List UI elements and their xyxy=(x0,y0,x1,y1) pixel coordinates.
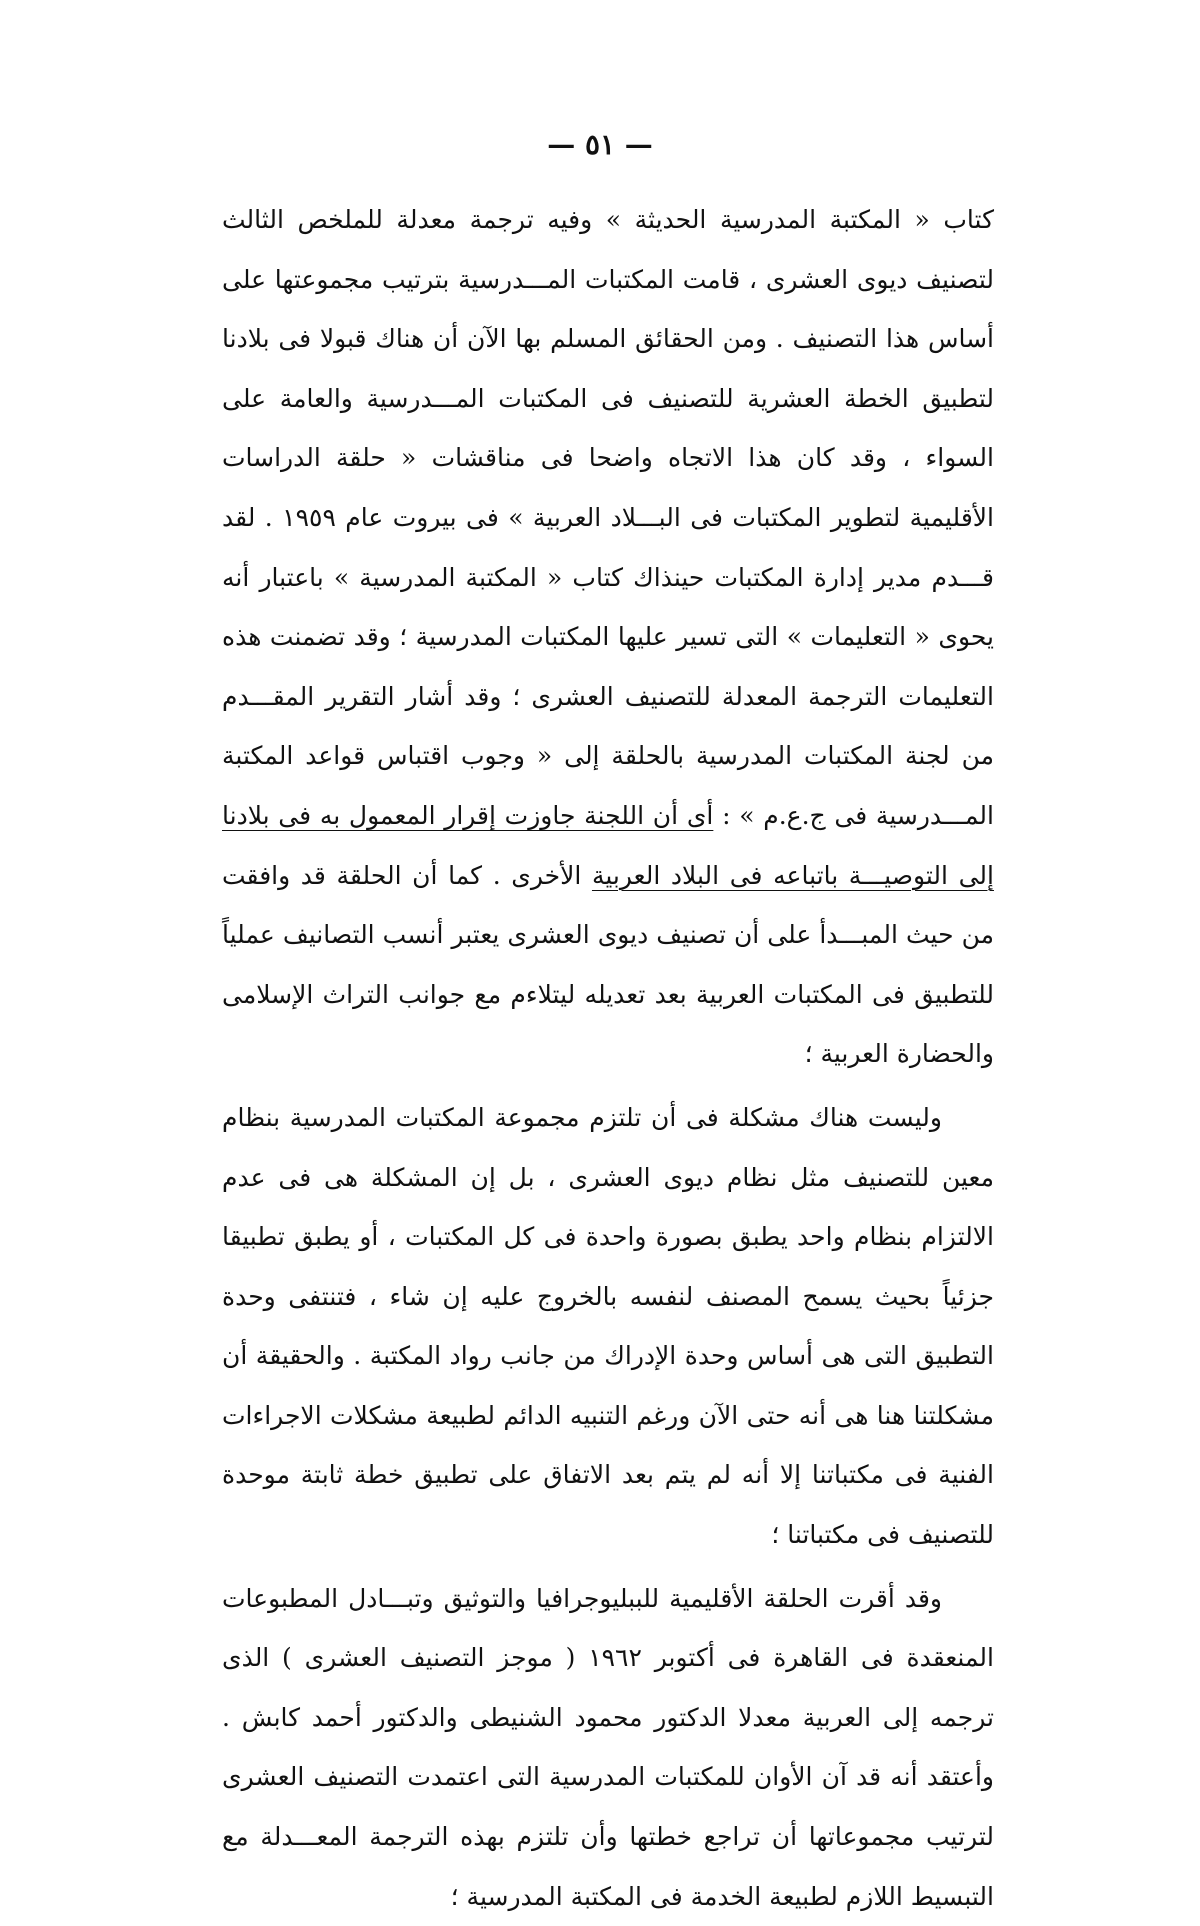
paragraph-text: الأخرى . كما أن الحلقة قد وافقت من حيث المبـــدأ على أن تصنيف ديوى العشرى يعتبر أنسب التصانيف عملياً للتطبيق فى المكتبات العربية بعد تعديله ليتلاءم مع جوانب التراث الإسلامى والحضارة العربية ؛ xyxy=(222,860,994,1069)
paragraph xyxy=(222,1569,994,1926)
body-text xyxy=(222,190,994,1926)
paragraph-text: كتاب « المكتبة المدرسية الحديثة » وفيه ترجمة معدلة للملخص الثالث لتصنيف ديوى العشرى ، قامت المكتبات المـــدرسية بترتيب مجموعتها على أساس هذا التصنيف . ومن الحقائق المسلم بها الآن أن هناك قبولا فى بلادنا لتطبيق الخطة العشرية للتصنيف فى المكتبات المـــدرسية والعامة على السواء ، وقد كان هذا الاتجاه واضحا فى مناقشات « حلقة الدراسات الأقليمية لتطوير المكتبات فى البـــلاد العربية » فى بيروت عام ١٩٥٩ . لقد قـــدم مدير إدارة المكتبات حينذاك كتاب « المكتبة المدرسية » باعتبار أنه يحوى « التعليمات » التى تسير عليها المكتبات المدرسية ؛ وقد تضمنت هذه التعليمات الترجمة المعدلة للتصنيف العشرى ؛ وقد أشار التقرير المقـــدم من لجنة المكتبات المدرسية بالحلقة إلى « وجوب اقتباس قواعد المكتبة المـــدرسية فى ج.ع.م » : xyxy=(222,205,994,830)
paragraph xyxy=(222,1088,994,1565)
page-number: — ٥١ — xyxy=(547,128,653,161)
paragraph-text: وليست هناك مشكلة فى أن تلتزم مجموعة المكتبات المدرسية بنظام معين للتصنيف مثل نظام ديوى العشرى ، بل إن المشكلة هى فى عدم الالتزام بنظام واحد يطبق بصورة واحدة فى كل المكتبات ، أو يطبق تطبيقا جزئياً بحيث يسمح المصنف لنفسه بالخروج عليه إن شاء ، فتنتفى وحدة التطبيق التى هى أساس وحدة الإدراك من جانب رواد المكتبة . والحقيقة أن مشكلتنا هنا هى أنه حتى الآن ورغم التنبيه الدائم لطبيعة مشكلات الاجراءات الفنية فى مكتباتنا إلا أنه لم يتم بعد الاتفاق على تطبيق خطة ثابتة موحدة للتصنيف فى مكتباتنا ؛ xyxy=(222,1102,994,1550)
paragraph-text: وقد أقرت الحلقة الأقليمية للببليوجرافيا والتوثيق وتبـــادل المطبوعات المنعقدة فى القاهرة فى أكتوبر ١٩٦٢ ( موجز التصنيف العشرى ) الذى ترجمه إلى العربية معدلا الدكتور محمود الشنيطى والدكتور أحمد كابش . وأعتقد أنه قد آن الأوان للمكتبات المدرسية التى اعتمدت التصنيف العشرى لترتيب مجموعاتها أن تراجع خطتها وأن تلتزم بهذه الترجمة المعـــدلة مع التبسيط اللازم لطبيعة الخدمة فى المكتبة المدرسية ؛ xyxy=(222,1583,994,1911)
paragraph xyxy=(222,190,994,1084)
underlined-text: أى أن اللجنة جاوزت إقرار المعمول به فى بلادنا إلى التوصيـــة باتباعه فى البلاد العربية xyxy=(222,800,994,890)
